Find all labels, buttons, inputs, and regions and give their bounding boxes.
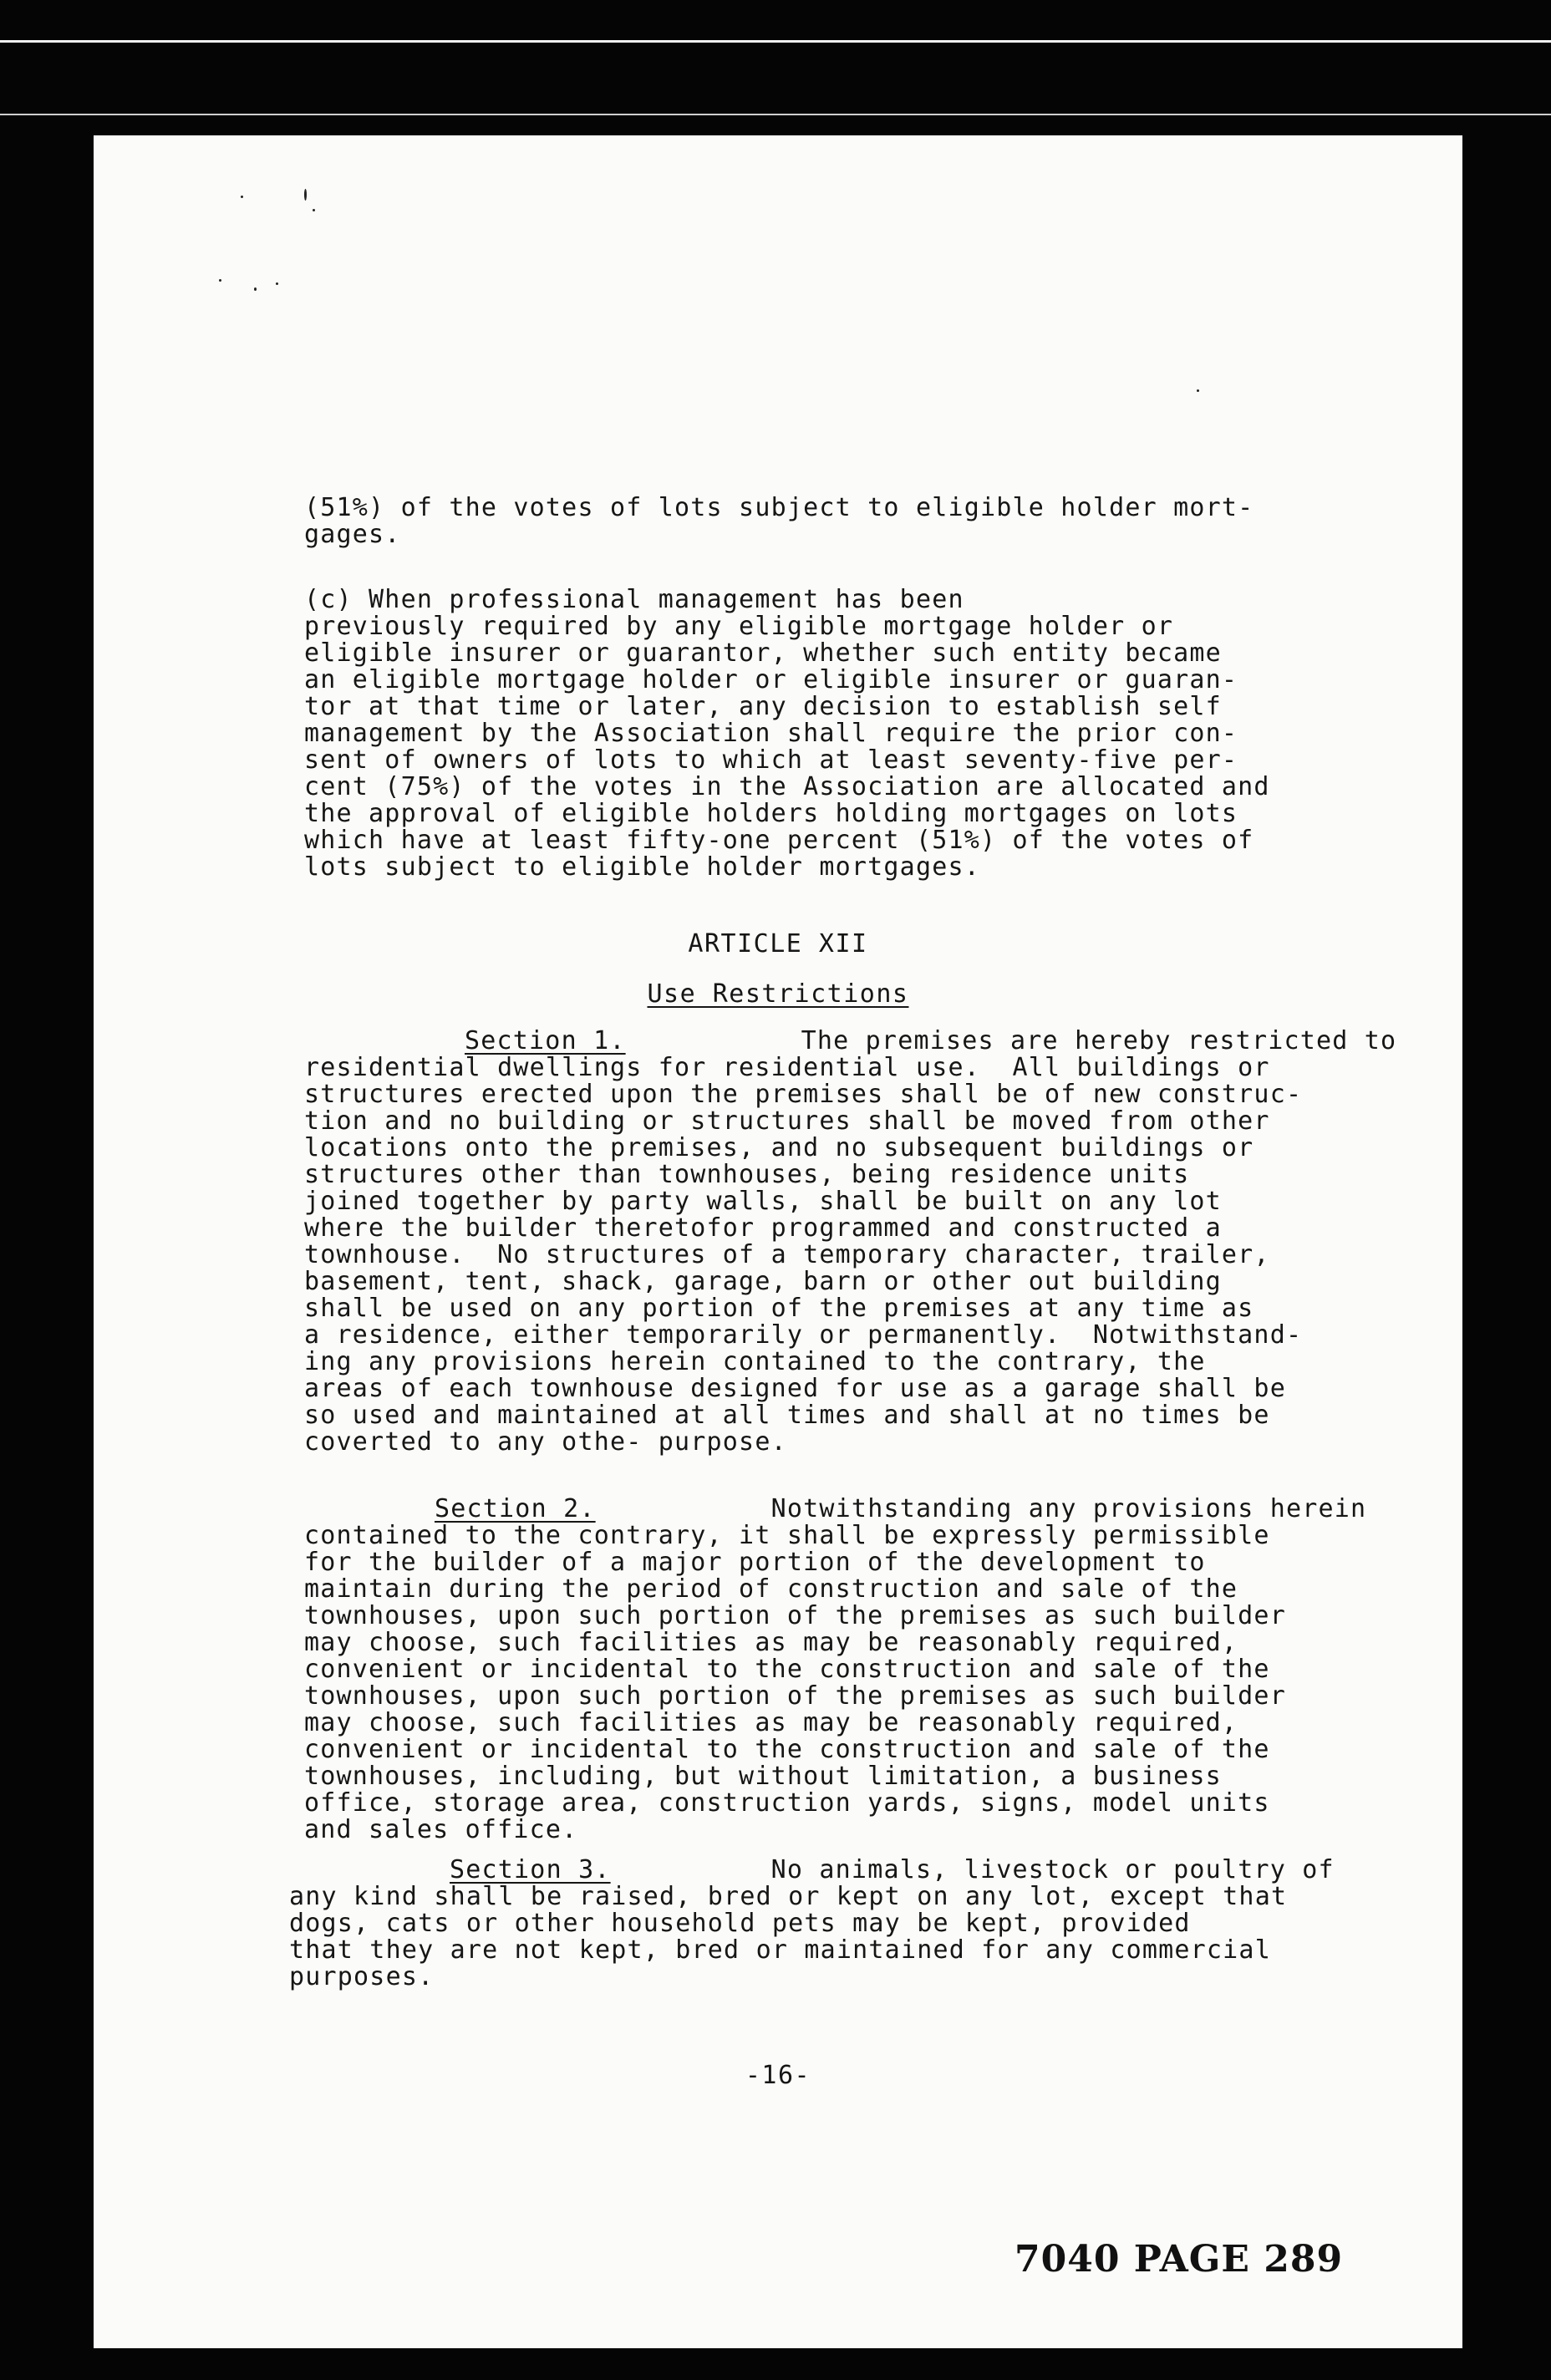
book-page-stamp: 7040 PAGE 289	[1015, 2238, 1344, 2281]
section-3-body: No animals, livestock or poultry of any kind shall be raised, bred or kept on any lot, except that dogs, cats or other household pets may be kept, provided that they are not kept, bred or maintained for any commercial purposes.	[289, 1855, 1335, 1991]
scan-speck	[1197, 389, 1199, 392]
scan-speck	[254, 287, 257, 291]
scan-speck	[219, 279, 221, 282]
scan-edge-line	[0, 114, 1551, 115]
article-title	[94, 979, 1462, 1009]
section-3-label: Section 3.	[450, 1855, 611, 1884]
article-heading: ARTICLE XII	[688, 929, 868, 959]
article-title-text: Use Restrictions	[647, 979, 909, 1009]
scan-speck	[304, 189, 307, 201]
section-1-label: Section 1.	[465, 1026, 626, 1055]
section-1-body: The premises are hereby restricted to residential dwellings for residential use. All buildings or structures erected upon the premises shall be of new construc- tion and no building or structures shall be moved from other locations onto the premises, and no subsequent buildings or structures other than townhouses, being residence units joined together by party walls, shall be built on any lot where the builder theretofor programmed and constructed a townhouse. No structures of a temporary character, trailer, basement, tent, shack, garage, barn or other out building shall be used on any portion of the premises at any time as a residence, either temporarily or permanently. Notwithstand- ing any provisions herein contained to the contrary, the areas of each townhouse designed for use as a garage shall be so used and maintained at all times and shall at no times be coverted to any othe- purpose.	[304, 1026, 1397, 1457]
scan-speck	[313, 209, 315, 211]
paragraph-c: (c) When professional management has been previously required by any eligible mortgage holder or eligible insurer or guarantor, whether such entity became an eligible mortgage holder or eligible insurer or guaran- tor at that time or later, any decision to establish self management by the Association shall require the prior con- sent of owners of lots to which at least seventy-five per- cent (75%) of the votes in the Association are allocated and the approval of eligible holders holding mortgages on lots which have at least fifty-one percent (51%) of the votes of lots subject to eligible holder mortgages.	[304, 585, 1270, 882]
page-number: -16-	[745, 2061, 811, 2090]
section-2-body: Notwithstanding any provisions herein contained to the contrary, it shall be expressly permissible for the builder of a major portion of the development to maintain during the period of construction and sale of the townhouses, upon such portion of the premises as such builder may choose, such facilities as may be reasonably required, convenient or incidental to the construction and sale of the townhouses, upon such portion of the premises as such builder may choose, such facilities as may be reasonably required, convenient or incidental to the construction and sale of the townhouses, including, but without limitation, a business office, storage area, construction yards, signs, model units and sales office.	[304, 1494, 1367, 1844]
paragraph-b-continuation: (51%) of the votes of lots subject to eligible holder mort- gages.	[304, 493, 1254, 549]
scan-speck	[276, 282, 278, 285]
scan-edge-line	[0, 40, 1551, 43]
section-2-label: Section 2.	[435, 1494, 596, 1523]
scan-speck	[241, 196, 243, 198]
document-page	[94, 135, 1462, 2348]
